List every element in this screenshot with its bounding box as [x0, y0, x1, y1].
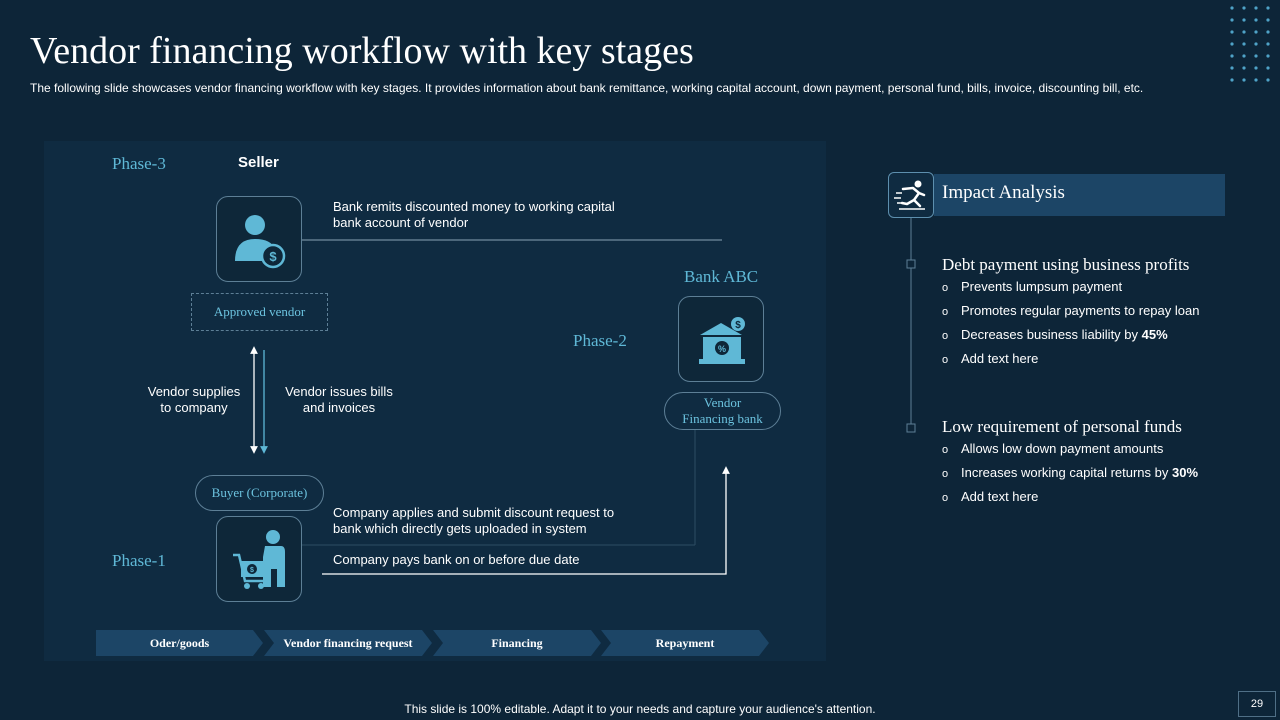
stage-chevron-2: [264, 630, 432, 656]
vendor-person-icon: [217, 197, 303, 283]
impact-section-2-bullet-1: o Allows low down payment amounts: [942, 441, 1164, 456]
bills-description: [276, 384, 402, 416]
supplies-description-line2: to company: [160, 400, 228, 415]
phase-1-label: Phase-1: [112, 551, 166, 570]
impact-section-1-bullet-4: o Add text here: [942, 351, 1039, 366]
vendor-financing-bank-line2: Financing bank: [682, 411, 763, 426]
svg-text:$: $: [250, 567, 254, 574]
approved-vendor-tag: Approved vendor: [191, 293, 328, 331]
impact-section-1-heading: Debt payment using business profits: [942, 255, 1190, 274]
impact-section-2-bullet-2: o Increases working capital returns by 30%: [942, 465, 1199, 480]
bank-icon: [679, 297, 765, 383]
stage-chevron-1: [96, 630, 263, 656]
bank-label: Bank ABC: [684, 267, 759, 286]
svg-text:%: %: [717, 344, 727, 354]
apply-description-line2: bank which directly gets uploaded in system: [333, 521, 587, 536]
impact-section-1-bullet-3: o Decreases business liability by 45%: [942, 327, 1168, 342]
impact-title: Impact Analysis: [942, 182, 1065, 203]
buyer-tag: Buyer (Corporate): [195, 475, 324, 511]
phase-3-label: Phase-3: [112, 154, 166, 173]
svg-text:$: $: [269, 249, 277, 264]
impact-section-2-heading: Low requirement of personal funds: [942, 417, 1182, 436]
shopping-cart-icon: [217, 517, 303, 603]
impact-icon-box: [888, 172, 934, 218]
buyer-icon-box: [216, 516, 302, 602]
stage-chevron-4: [601, 630, 769, 656]
apply-description-line1: Company applies and submit discount request to: [333, 505, 615, 520]
timeline-marker-2: [907, 424, 915, 432]
svg-text:$: $: [735, 320, 741, 331]
running-person-icon: [889, 173, 933, 217]
stage-label-3: Financing: [491, 636, 543, 650]
vendor-financing-bank-tag: [664, 392, 781, 430]
bills-description-line1: Vendor issues bills: [285, 384, 393, 399]
stage-label-2: Vendor financing request: [283, 636, 413, 650]
bank-icon-box: [678, 296, 764, 382]
stage-label-1: Oder/goods: [149, 636, 210, 650]
remit-description-line2: bank account of vendor: [333, 215, 469, 230]
phase-2-label: Phase-2: [573, 331, 627, 350]
remit-description: [333, 199, 615, 231]
footer-note: This slide is 100% editable. Adapt it to your needs and capture your audience's attention.: [404, 702, 876, 716]
impact-section-1-bullet-1: o Prevents lumpsum payment: [942, 279, 1123, 294]
page-title: Vendor financing workflow with key stages: [30, 30, 694, 72]
seller-label: Seller: [238, 154, 279, 171]
impact-section-1-bullet-2: o Promotes regular payments to repay loan: [942, 303, 1200, 318]
vendor-financing-bank-line1: Vendor: [703, 395, 742, 410]
stage-label-4: Repayment: [655, 636, 715, 650]
timeline-marker-1: [907, 260, 915, 268]
vendor-icon-box: [216, 196, 302, 282]
bills-description-line2: and invoices: [302, 400, 376, 415]
supplies-description: [134, 384, 254, 416]
supplies-description-line1: Vendor supplies: [147, 384, 241, 399]
page-subtitle: The following slide showcases vendor financing workflow with key stages. It provides information about bank remittance, working capital account, down payment, personal fund, bills, invoice, discounting bill, etc.: [30, 81, 1144, 95]
stage-chevron-3: [433, 630, 601, 656]
impact-section-2-bullet-3: o Add text here: [942, 489, 1039, 504]
apply-description: [333, 505, 614, 537]
remit-description-line1: Bank remits discounted money to working capital: [333, 199, 615, 214]
pays-description: Company pays bank on or before due date: [333, 552, 580, 567]
page-number: 29: [1238, 691, 1276, 717]
